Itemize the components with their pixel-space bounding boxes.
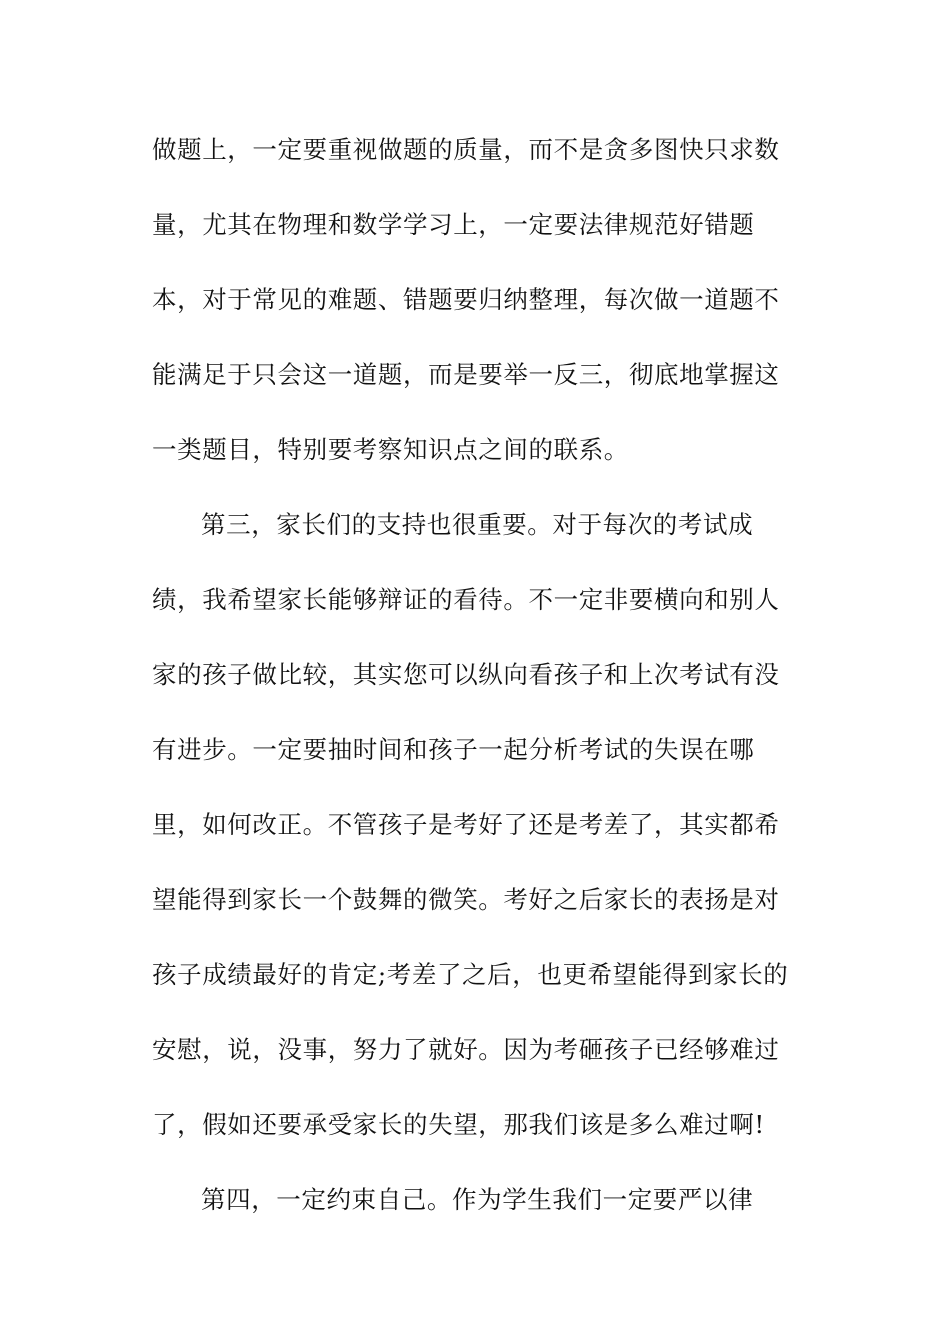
paragraph-start-fourth: 第四，一定约束自己。作为学生我们一定要严以律 <box>201 1185 754 1214</box>
text-line-8: 家的孩子做比较，其实您可以纵向看孩子和上次考试有没 <box>152 660 780 689</box>
text-line-13: 安慰，说，没事，努力了就好。因为考砸孩子已经够难过 <box>152 1035 780 1064</box>
text-line-5: 一类题目，特别要考察知识点之间的联系。 <box>152 435 629 464</box>
text-line-3: 本，对于常见的难题、错题要归纳整理，每次做一道题不 <box>152 285 780 314</box>
text-line-1: 做题上，一定要重视做题的质量，而不是贪多图快只求数 <box>152 135 780 164</box>
text-line-4: 能满足于只会这一道题，而是要举一反三，彻底地掌握这 <box>152 360 780 389</box>
paragraph-start-third: 第三，家长们的支持也很重要。对于每次的考试成 <box>201 510 754 539</box>
text-line-10: 里，如何改正。不管孩子是考好了还是考差了，其实都希 <box>152 810 780 839</box>
text-line-11: 望能得到家长一个鼓舞的微笑。考好之后家长的表扬是对 <box>152 885 780 914</box>
text-line-12: 孩子成绩最好的肯定;考差了之后，也更希望能得到家长的 <box>152 960 789 989</box>
text-line-14: 了，假如还要承受家长的失望，那我们该是多么难过啊! <box>152 1110 765 1139</box>
text-line-7: 绩，我希望家长能够辩证的看待。不一定非要横向和别人 <box>152 585 780 614</box>
text-line-9: 有进步。一定要抽时间和孩子一起分析考试的失误在哪 <box>152 735 755 764</box>
text-line-2: 量，尤其在物理和数学学习上，一定要法律规范好错题 <box>152 210 755 239</box>
